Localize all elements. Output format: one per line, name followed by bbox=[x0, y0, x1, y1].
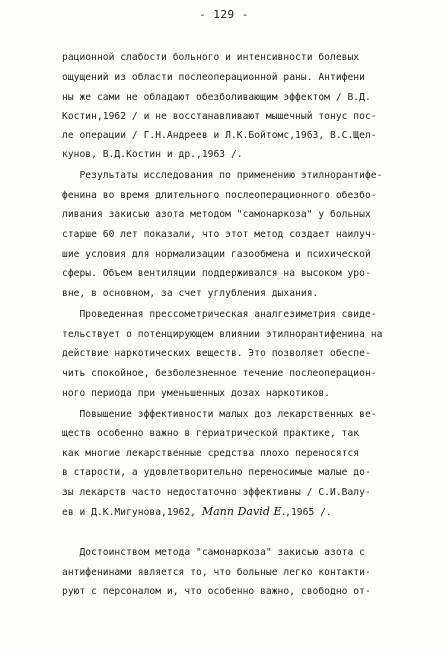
text-line: зы лекарств часто недостаточно эффективны / С.И.Валу- bbox=[62, 487, 371, 498]
text-line: ле операции / Г.Н.Андреев и Л.К.Бойтомс,1963, В.С.Щел- bbox=[62, 130, 377, 141]
text-line: Повышение эффективности малых доз лекарственных ве- bbox=[62, 409, 377, 420]
text-line: Проведенная прессометрическая аналгезиметрия свиде- bbox=[62, 309, 377, 320]
text-line: тельствует о потенцирующем влиянии этилнорантифенина на bbox=[62, 329, 383, 340]
text-line: Результаты исследования по применению этилнорантифе- bbox=[62, 170, 383, 181]
text-line: антифенинами является то, что больные легко контакти- bbox=[62, 567, 371, 578]
text-line: чить спокойное, безболезненное течение послеоперацион- bbox=[62, 368, 377, 379]
text-line: ливания закисью азота методом "самонаркоза" у больных bbox=[62, 209, 371, 220]
text-line: фенина во время длительного послеоперационного обезбо- bbox=[62, 190, 377, 201]
text-line: Костин,1962 / и не восстанавливают мышечный тонус пос- bbox=[62, 111, 377, 122]
page-number: - 129 - bbox=[199, 8, 249, 21]
text-line-head: ев и Д.К.Мигунова,1962, bbox=[62, 507, 196, 518]
text-line: сферы. Объем вентиляции поддерживался на высоком уро- bbox=[62, 268, 371, 279]
text-line: в старости, а удовлетворительно переносимые малые до- bbox=[62, 467, 371, 478]
text-line-with-handwriting bbox=[62, 506, 332, 519]
text-line: действие наркотических веществ. Это позволяет обеспе- bbox=[62, 348, 371, 359]
text-line: ны же сами не обладают обезболивающим эффектом / В.Д. bbox=[62, 92, 371, 103]
text-line: Достоинством метода "самонаркоза" закисью азота с bbox=[62, 547, 365, 558]
text-line: ществ особенно важно в гериатрической практике, так bbox=[62, 428, 360, 439]
text-line: рационной слабости больного и интенсивности болевых bbox=[62, 52, 360, 63]
text-line: кунов, В.Д.Костин и др.,1963 /. bbox=[62, 149, 243, 160]
text-line: ощущений из области послеоперационной раны. Антифени bbox=[62, 72, 365, 83]
text-line: вне, в основном, за счет углубления дыхания. bbox=[62, 288, 319, 299]
text-line: руют с персоналом и, что особенно важно, свободно от- bbox=[62, 586, 371, 597]
text-line-tail: ,1965 /. bbox=[285, 507, 332, 518]
text-line: шие условия для нормализации газообмена и психической bbox=[62, 249, 371, 260]
handwritten-name: Mann David E. bbox=[201, 505, 286, 518]
text-line: старше 60 лет показали, что этот метод создает наилуч- bbox=[62, 229, 377, 240]
text-line: ного периода при уменьшенных дозах наркотиков. bbox=[62, 388, 330, 399]
text-line: как многие лекарственные средства плохо переносятся bbox=[62, 448, 360, 459]
